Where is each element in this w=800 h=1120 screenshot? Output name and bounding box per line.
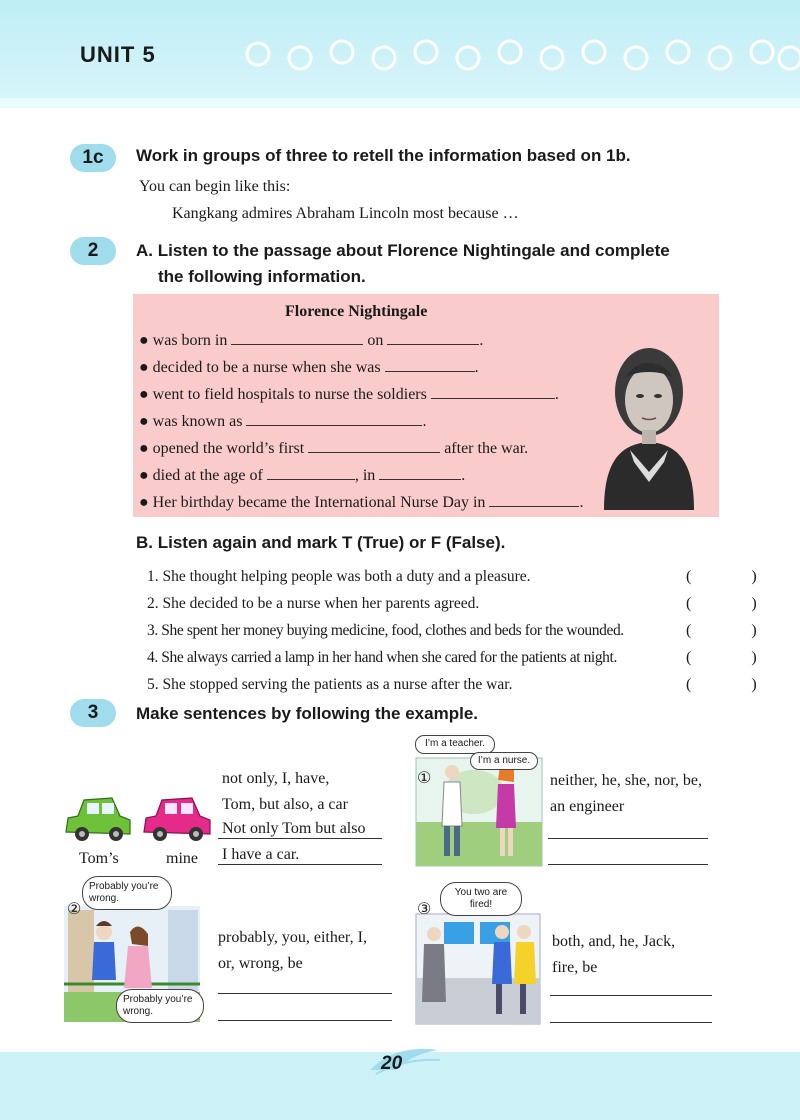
fact-row (139, 411, 426, 431)
section-2-part-a-line1: A. Listen to the passage about Florence Nightingale and complete (136, 241, 670, 260)
fact-text: . (554, 386, 559, 403)
item3-number: ③ (417, 901, 432, 918)
decorative-circles (242, 38, 800, 74)
example-clue-line1: not only, I, have, (222, 770, 330, 787)
answer-bracket[interactable]: ( ) (686, 568, 785, 585)
bubble-text: I’m a nurse. (477, 755, 531, 766)
item2-number: ② (67, 901, 82, 918)
speech-bubble (82, 876, 172, 910)
fact-row (139, 438, 528, 458)
bullet-icon: ● (139, 494, 153, 511)
bubble-text: Probably you’re wrong. (123, 994, 193, 1017)
blank-field[interactable] (267, 465, 355, 480)
blank-field[interactable] (385, 357, 475, 372)
section-2-part-a-line2: the following information. (158, 267, 366, 286)
page-number-swoosh (366, 1040, 442, 1080)
answer-bracket[interactable]: ( ) (686, 622, 785, 639)
blank-field[interactable] (489, 492, 579, 507)
fact-text: was known as (152, 413, 243, 430)
statement-1: 1. She thought helping people was both a duty and a pleasure. (147, 568, 531, 585)
bullet-icon: ● (139, 467, 153, 484)
fact-text: on (367, 332, 384, 349)
speech-bubble (116, 989, 204, 1023)
bullet-icon: ● (139, 440, 153, 457)
fact-text: was born in (152, 332, 228, 349)
answer-line[interactable] (550, 995, 712, 996)
answer-line[interactable] (218, 993, 392, 994)
speech-bubble (440, 882, 522, 916)
fact-text: . (579, 494, 584, 511)
answer-line (218, 864, 382, 865)
nightingale-portrait (590, 322, 708, 510)
item1-clue-line2: an engineer (550, 798, 625, 815)
bubble-text: You two are fired! (454, 887, 508, 910)
section-1c-example: Kangkang admires Abraham Lincoln most because … (172, 205, 519, 222)
blank-field[interactable] (246, 411, 422, 426)
item2-clue-line1: probably, you, either, I, (218, 929, 367, 946)
blank-field[interactable] (431, 384, 555, 399)
section-1c-prompt: You can begin like this: (139, 178, 291, 195)
section-1c-badge: 1c (70, 144, 116, 172)
example-answer-line1: Not only Tom but also (222, 820, 366, 837)
green-car-icon (66, 798, 130, 841)
blank-field[interactable] (387, 330, 479, 345)
section-2-part-b: B. Listen again and mark T (True) or F (False). (136, 533, 506, 552)
answer-bracket[interactable]: ( ) (686, 649, 785, 666)
pink-car-icon (144, 798, 210, 841)
label-toms: Tom’s (79, 850, 119, 867)
fact-row (139, 330, 483, 350)
fact-text: . (422, 413, 427, 430)
fact-text: . (461, 467, 466, 484)
bullet-icon: ● (139, 413, 153, 430)
answer-bracket[interactable]: ( ) (686, 676, 785, 693)
header-strip (0, 98, 800, 108)
page-number: 20 (381, 1053, 403, 1074)
bubble-text: I’m a teacher. (424, 738, 486, 749)
fact-text: . (474, 359, 479, 376)
fact-text: went to field hospitals to nurse the soldiers (152, 386, 427, 403)
section-1c-instruction: Work in groups of three to retell the information based on 1b. (136, 146, 631, 165)
bubble-text: Probably you’re wrong. (89, 881, 159, 904)
answer-line[interactable] (218, 1020, 392, 1021)
item3-clue-line2: fire, be (552, 959, 598, 976)
blank-field[interactable] (379, 465, 461, 480)
fact-text: decided to be a nurse when she was (152, 359, 381, 376)
statement-3: 3. She spent her money buying medicine, food, clothes and beds for the wounded. (147, 622, 624, 639)
answer-line (218, 838, 382, 839)
unit-title: UNIT 5 (80, 42, 156, 67)
statement-5: 5. She stopped serving the patients as a nurse after the war. (147, 676, 513, 693)
item3-clue-line1: both, and, he, Jack, (552, 933, 676, 950)
answer-bracket[interactable]: ( ) (686, 595, 785, 612)
fact-row (139, 384, 559, 404)
bullet-icon: ● (139, 332, 153, 349)
fact-row (139, 492, 583, 512)
fact-text: died at the age of (152, 467, 263, 484)
blank-field[interactable] (308, 438, 440, 453)
fact-text: after the war. (444, 440, 529, 457)
section-3-instruction: Make sentences by following the example. (136, 704, 478, 723)
section-3-badge: 3 (70, 699, 116, 727)
item1-number: ① (417, 770, 432, 787)
statement-4: 4. She always carried a lamp in her hand when she cared for the patients at night. (147, 649, 617, 666)
fact-text: , in (354, 467, 376, 484)
example-clue-line2: Tom, but also, a car (222, 796, 348, 813)
answer-line[interactable] (550, 1022, 712, 1023)
fact-row (139, 357, 479, 377)
bullet-icon: ● (139, 386, 153, 403)
bullet-icon: ● (139, 359, 153, 376)
answer-line[interactable] (548, 864, 708, 865)
example-answer-line2: I have a car. (222, 846, 300, 863)
blank-field[interactable] (231, 330, 363, 345)
box-title: Florence Nightingale (285, 303, 428, 320)
fact-text: . (479, 332, 484, 349)
statement-2: 2. She decided to be a nurse when her parents agreed. (147, 595, 480, 612)
speech-bubble (470, 752, 538, 770)
answer-line[interactable] (548, 838, 708, 839)
label-mine: mine (166, 850, 198, 867)
item2-clue-line2: or, wrong, be (218, 955, 303, 972)
item1-clue-line1: neither, he, she, nor, be, (550, 772, 702, 789)
fact-text: Her birthday became the International Nurse Day in (152, 494, 486, 511)
fact-row (139, 465, 465, 485)
section-2-badge: 2 (70, 237, 116, 265)
cars-illustration (62, 792, 212, 848)
fact-text: opened the world’s first (152, 440, 305, 457)
